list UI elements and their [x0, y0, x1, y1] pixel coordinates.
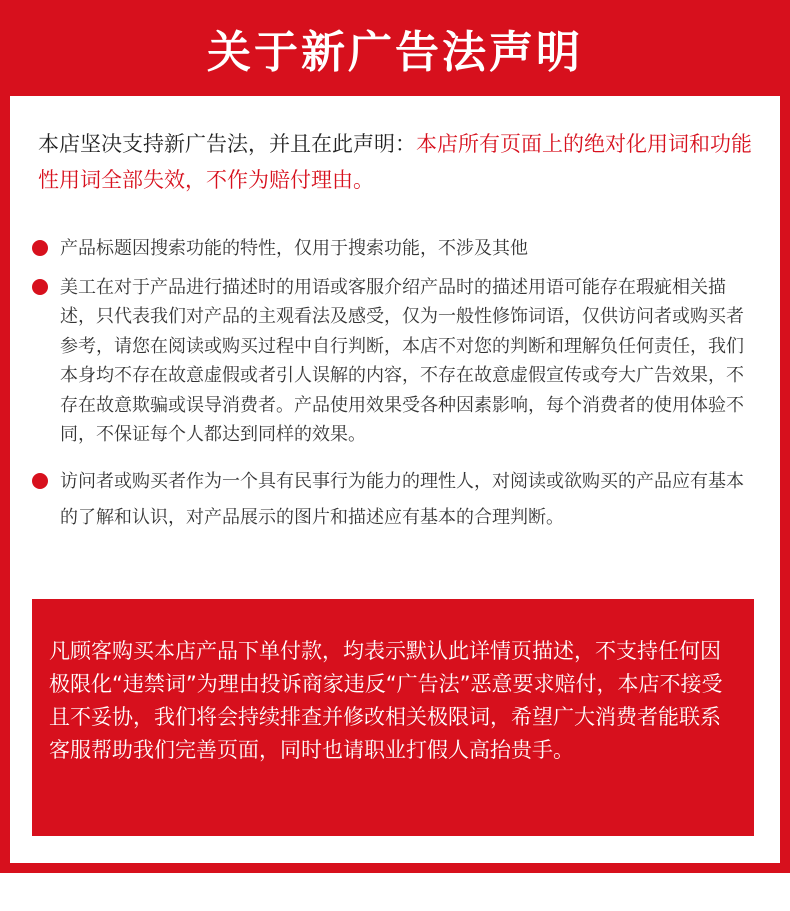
content-panel: [10, 96, 780, 863]
bullet-text: 产品标题因搜索功能的特性，仅用于搜索功能，不涉及其他: [60, 238, 528, 259]
bullet-text: 美工在对于产品进行描述时的用语或客服介绍产品时的描述用语可能存在瑕疵相关描述，只代表我们对产品的主观看法及感受，仅为一般性修饰词语，仅供访问者或购买者参考，请您在阅读或购买过程中自行判断，本店不对您的判断和理解负任何责任，我们本身均不存在故意虚假或者引人误解的内容，不存在故意虚假宣传或夸大广告效果，不存在故意欺骗或误导消费者。产品使用效果受各种因素影响，每个消费者的使用体验不同，不保证每个人都达到同样的效果。: [60, 276, 744, 445]
bullet-list: [32, 234, 760, 536]
notice-box: [32, 599, 754, 836]
intro-paragraph: [38, 126, 754, 198]
list-item: [32, 273, 760, 450]
bullet-dot-icon: [32, 473, 48, 489]
intro-statement: 本店坚决支持新广告法，并且在此声明：: [38, 132, 416, 156]
bullet-dot-icon: [32, 240, 48, 256]
intro-highlight: 本店所有页面上的绝对化用词和功能性用词全部失效，不作为赔付理由。: [38, 132, 752, 192]
notice-text: 凡顾客购买本店产品下单付款，均表示默认此详情页描述，不支持任何因极限化“违禁词”为理由投诉商家违反“广告法”恶意要求赔付，本店不接受且不妥协，我们将会持续排查并修改相关极限词，希望广大消费者能联系客服帮助我们完善页面，同时也请职业打假人高抬贵手。: [49, 639, 723, 762]
page-title: 关于新广告法声明: [207, 27, 583, 78]
list-item: [32, 234, 760, 264]
list-item: [32, 464, 760, 536]
bullet-text: 访问者或购买者作为一个具有民事行为能力的理性人，对阅读或欲购买的产品应有基本的了解和认识，对产品展示的图片和描述应有基本的合理判断。: [60, 470, 744, 528]
bullet-dot-icon: [32, 279, 48, 295]
